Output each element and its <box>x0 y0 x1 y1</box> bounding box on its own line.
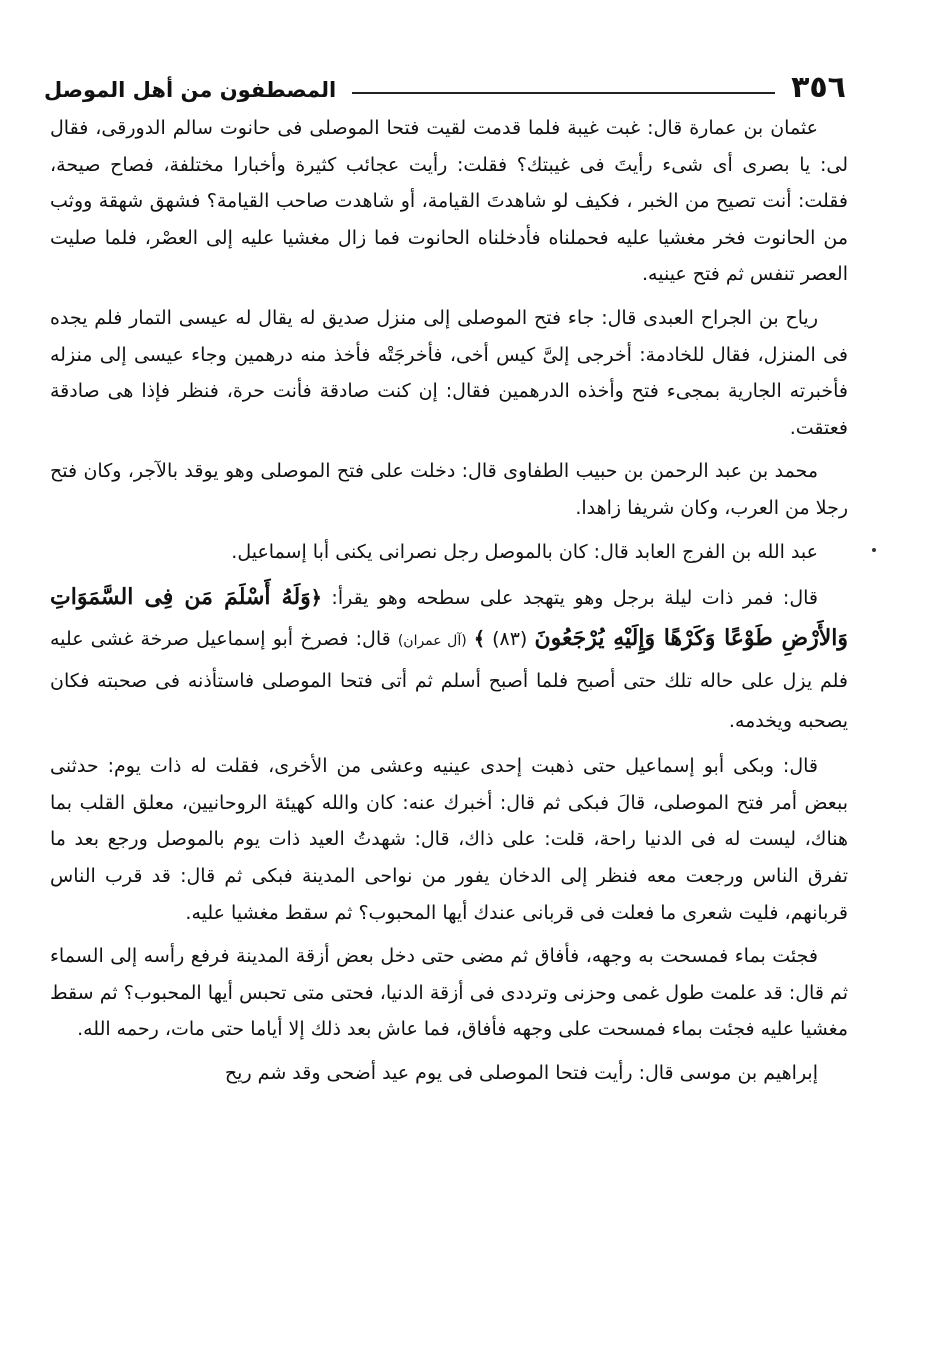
header-rule <box>352 92 775 94</box>
verse-brace-open: ﴿ <box>310 587 322 610</box>
paragraph: عثمان بن عمارة قال: غبت غيبة فلما قدمت لقيت فتحا الموصلى فى حانوت سالم الدورقى، فقال لى: يا بصرى أى شىء رأيتَ فى غيبتك؟ فقلت: رأيت عجائب كثيرة وأخبارا مختلفة، فصاح صيحة، فقلت: أنت تصيح من الخبر ، فكيف لو شاهدتَ القيامة، أو شاهدت صاحب القيامة؟ فشهق شهقة ووثب من الحانوت فخر مغشيا عليه فحملناه فأدخلناه الحانوت فما زال مغشيا عليه إلى العصْر، فلما صليت العصر تنفس ثم فتح عينيه. <box>50 117 848 286</box>
page-header <box>44 64 846 104</box>
margin-speck <box>872 548 876 552</box>
verse-brace-close: ﴾ <box>473 628 485 651</box>
paragraph: قال: وبكى أبو إسماعيل حتى ذهبت إحدى عينيه وعشى من الأخرى، فقلت له ذات يوم: حدثنى ببعض أمر فتح الموصلى، قالَ فبكى ثم قال: أخبرك عنه: كان والله كهيئة الروحانيين، معلق القلب بما هناك، ليست له فى الدنيا راحة، قلت: على ذاك، قال: شهدتُ العيد ذات يوم بالموصل ورجع بعد ما تفرق الناس ورجعت معه فنظر إلى الدخان يفور من نواحى المدينة فبكى ثم قال: قد قرب الناس قربانهم، فليت شعرى ما فعلت فى قربانى عندك أيها المحبوب؟ ثم سقط مغشيا عليه. <box>50 755 848 924</box>
paragraph: فجئت بماء فمسحت به وجهه، فأفاق ثم مضى حتى دخل بعض أزقة المدينة فرفع رأسه إلى السماء ثم قال: قد علمت طول غمى وحزنى وترددى فى أزقة الدنيا، فحتى متى تحبس أيها المحبوب؟ ثم سقط مغشيا عليه فجئت بماء فمسحت على وجهه فأفاق، فما عاش بعد ذلك إلا أياما حتى مات، رحمه الله. <box>50 945 848 1041</box>
body-text <box>50 110 848 1098</box>
page-number: ٣٥٦ <box>791 70 846 105</box>
verse-paragraph <box>50 577 848 741</box>
surah-reference: (آل عمران) <box>397 633 467 650</box>
paragraph: محمد بن عبد الرحمن بن حبيب الطفاوى قال: دخلت على فتح الموصلى وهو يوقد بالآجر، وكان فتح رجلا من العرب، وكان شريفا زاهدا. <box>50 460 848 519</box>
paragraph: عبد الله بن الفرج العابد قال: كان بالموصل رجل نصرانى يكنى أبا إسماعيل. <box>231 540 818 563</box>
verse-intro: قال: فمر ذات ليلة برجل وهو يتهجد على سطحه وهو يقرأ: <box>331 587 819 610</box>
running-title: المصطفون من أهل الموصل <box>44 78 337 102</box>
paragraph: إبراهيم بن موسى قال: رأيت فتحا الموصلى فى يوم عيد أضحى وقد شم ريح <box>224 1061 818 1084</box>
quran-verse: وَلَهُ أَسْلَمَ مَن فِى السَّمَوَاتِ وَالأَرْضِ طَوْعًا وَكَرْهًا وَإِلَيْهِ يُرْجَعُونَ <box>50 584 849 652</box>
paragraph: رياح بن الجراح العبدى قال: جاء فتح الموصلى إلى منزل صديق له يقال له عيسى التمار فلم يجده فى المنزل، فقال للخادمة: أخرجى إلىَّ كيس أخى، فأخرجَتْه فأخذ منه درهمين وجاء عيسى إلى منزله فأخبرته الجارية بمجىء فتح وأخذه الدرهمين فقال: إن كنت صادقة فأنت حرة، فنظر فإذا هى صادقة فعتقت. <box>50 306 848 439</box>
verse-continuation: قال: فصرخ أبو إسماعيل صرخة غشى عليه فلم يزل على حاله تلك حتى أصبح فلما أصبح أسلم ثم أتى فتحا الموصلى فاستأذنه فى صحبته فكان يصحبه ويخدمه. <box>50 628 848 733</box>
ayah-number: (٨٣) <box>492 628 528 651</box>
